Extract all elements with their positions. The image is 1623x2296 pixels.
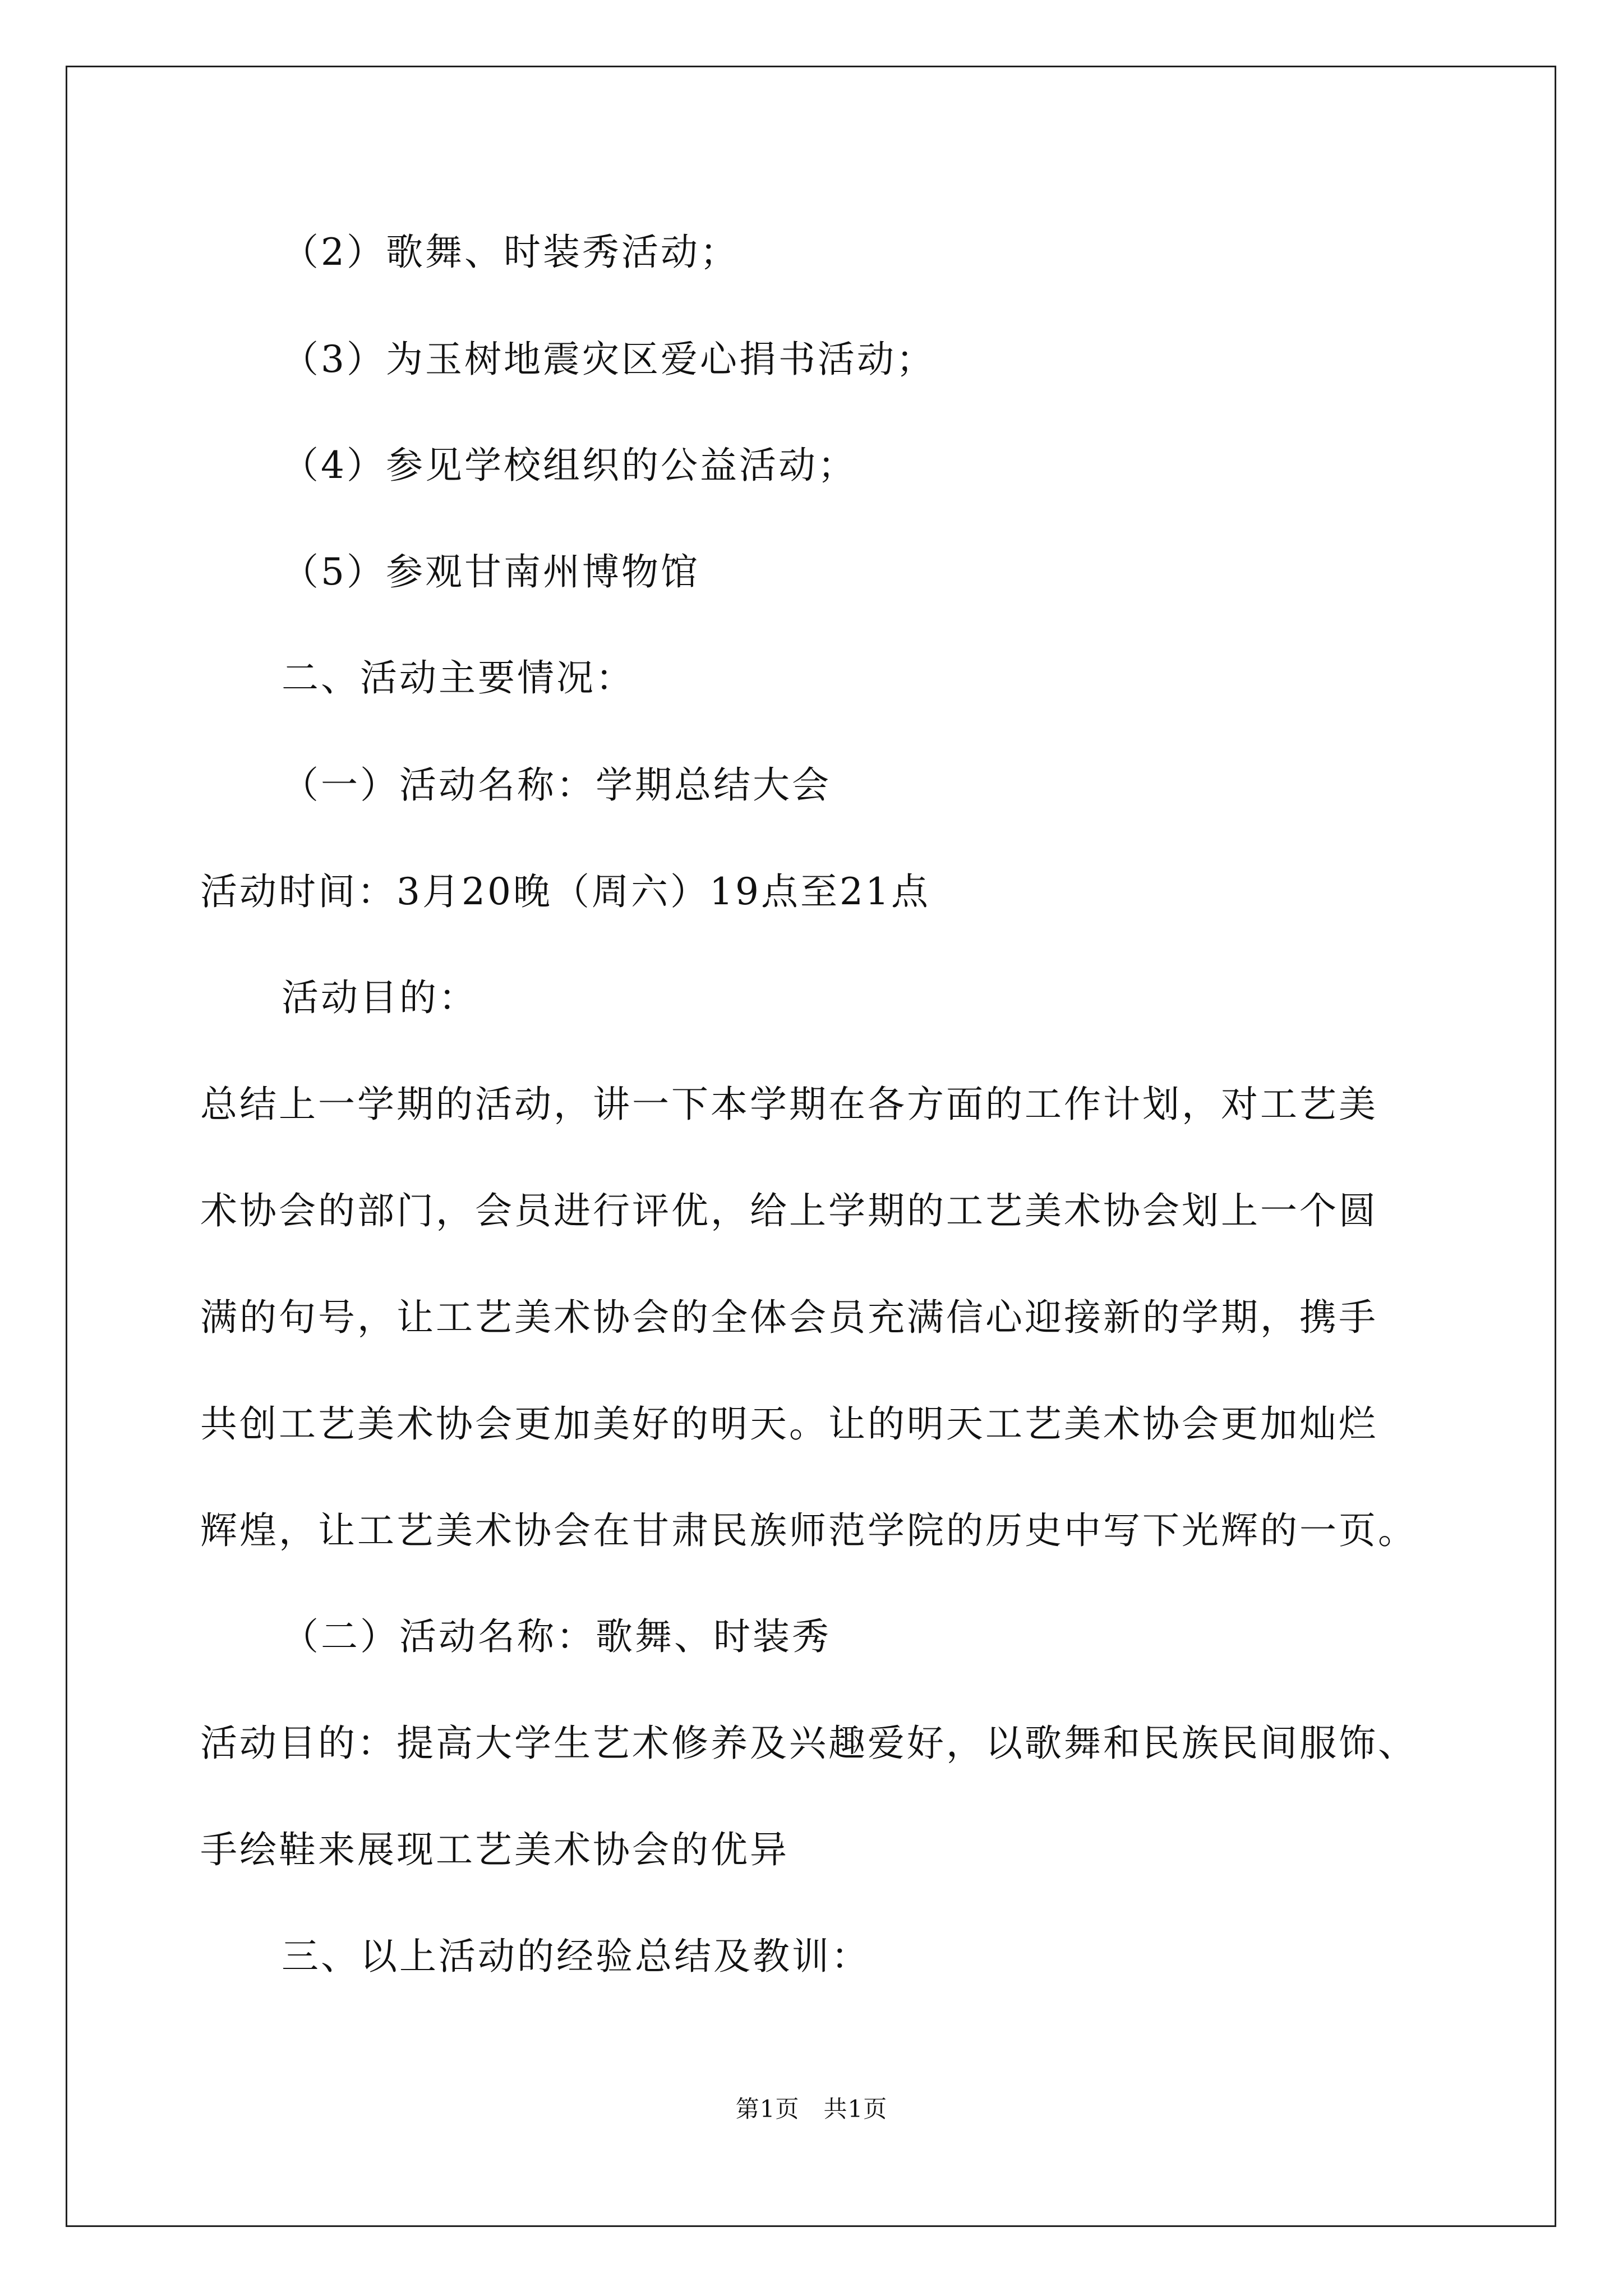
list-item: （3）为玉树地震灾区爱心捐书活动； xyxy=(282,338,935,381)
section-heading: 二、活动主要情况： xyxy=(282,656,635,700)
paragraph-line: 总结上一学期的活动，讲一下本学期在各方面的工作计划，对工艺美 xyxy=(200,1083,1378,1126)
activity-title: （二）活动名称：歌舞、时装秀 xyxy=(282,1615,831,1658)
paragraph-line: 活动目的：提高大学生艺术修养及兴趣爱好，以歌舞和民族民间服饰、 xyxy=(200,1722,1417,1765)
list-item: （4）参见学校组织的公益活动； xyxy=(282,444,857,487)
list-item: （2）歌舞、时装秀活动； xyxy=(282,231,739,274)
paragraph-line: 满的句号，让工艺美术协会的全体会员充满信心迎接新的学期，携手 xyxy=(200,1296,1378,1339)
activity-title: （一）活动名称：学期总结大会 xyxy=(282,763,831,807)
page-footer: 第1页 共1页 xyxy=(735,2095,888,2123)
activity-time: 活动时间：3月20晚（周六）19点至21点 xyxy=(200,870,930,913)
list-item: （5）参观甘南州博物馆 xyxy=(282,550,700,593)
page-border xyxy=(66,66,1556,2227)
paragraph-line: 辉煌，让工艺美术协会在甘肃民族师范学院的历史中写下光辉的一页。 xyxy=(200,1509,1417,1552)
paragraph-line: 术协会的部门，会员进行评优，给上学期的工艺美术协会划上一个圆 xyxy=(200,1189,1378,1232)
purpose-label: 活动目的： xyxy=(282,976,478,1019)
paragraph-line: 共创工艺美术协会更加美好的明天。让的明天工艺美术协会更加灿烂 xyxy=(200,1402,1378,1446)
section-heading: 三、以上活动的经验总结及教训： xyxy=(282,1935,870,1978)
paragraph-line: 手绘鞋来展现工艺美术协会的优异 xyxy=(200,1828,789,1871)
